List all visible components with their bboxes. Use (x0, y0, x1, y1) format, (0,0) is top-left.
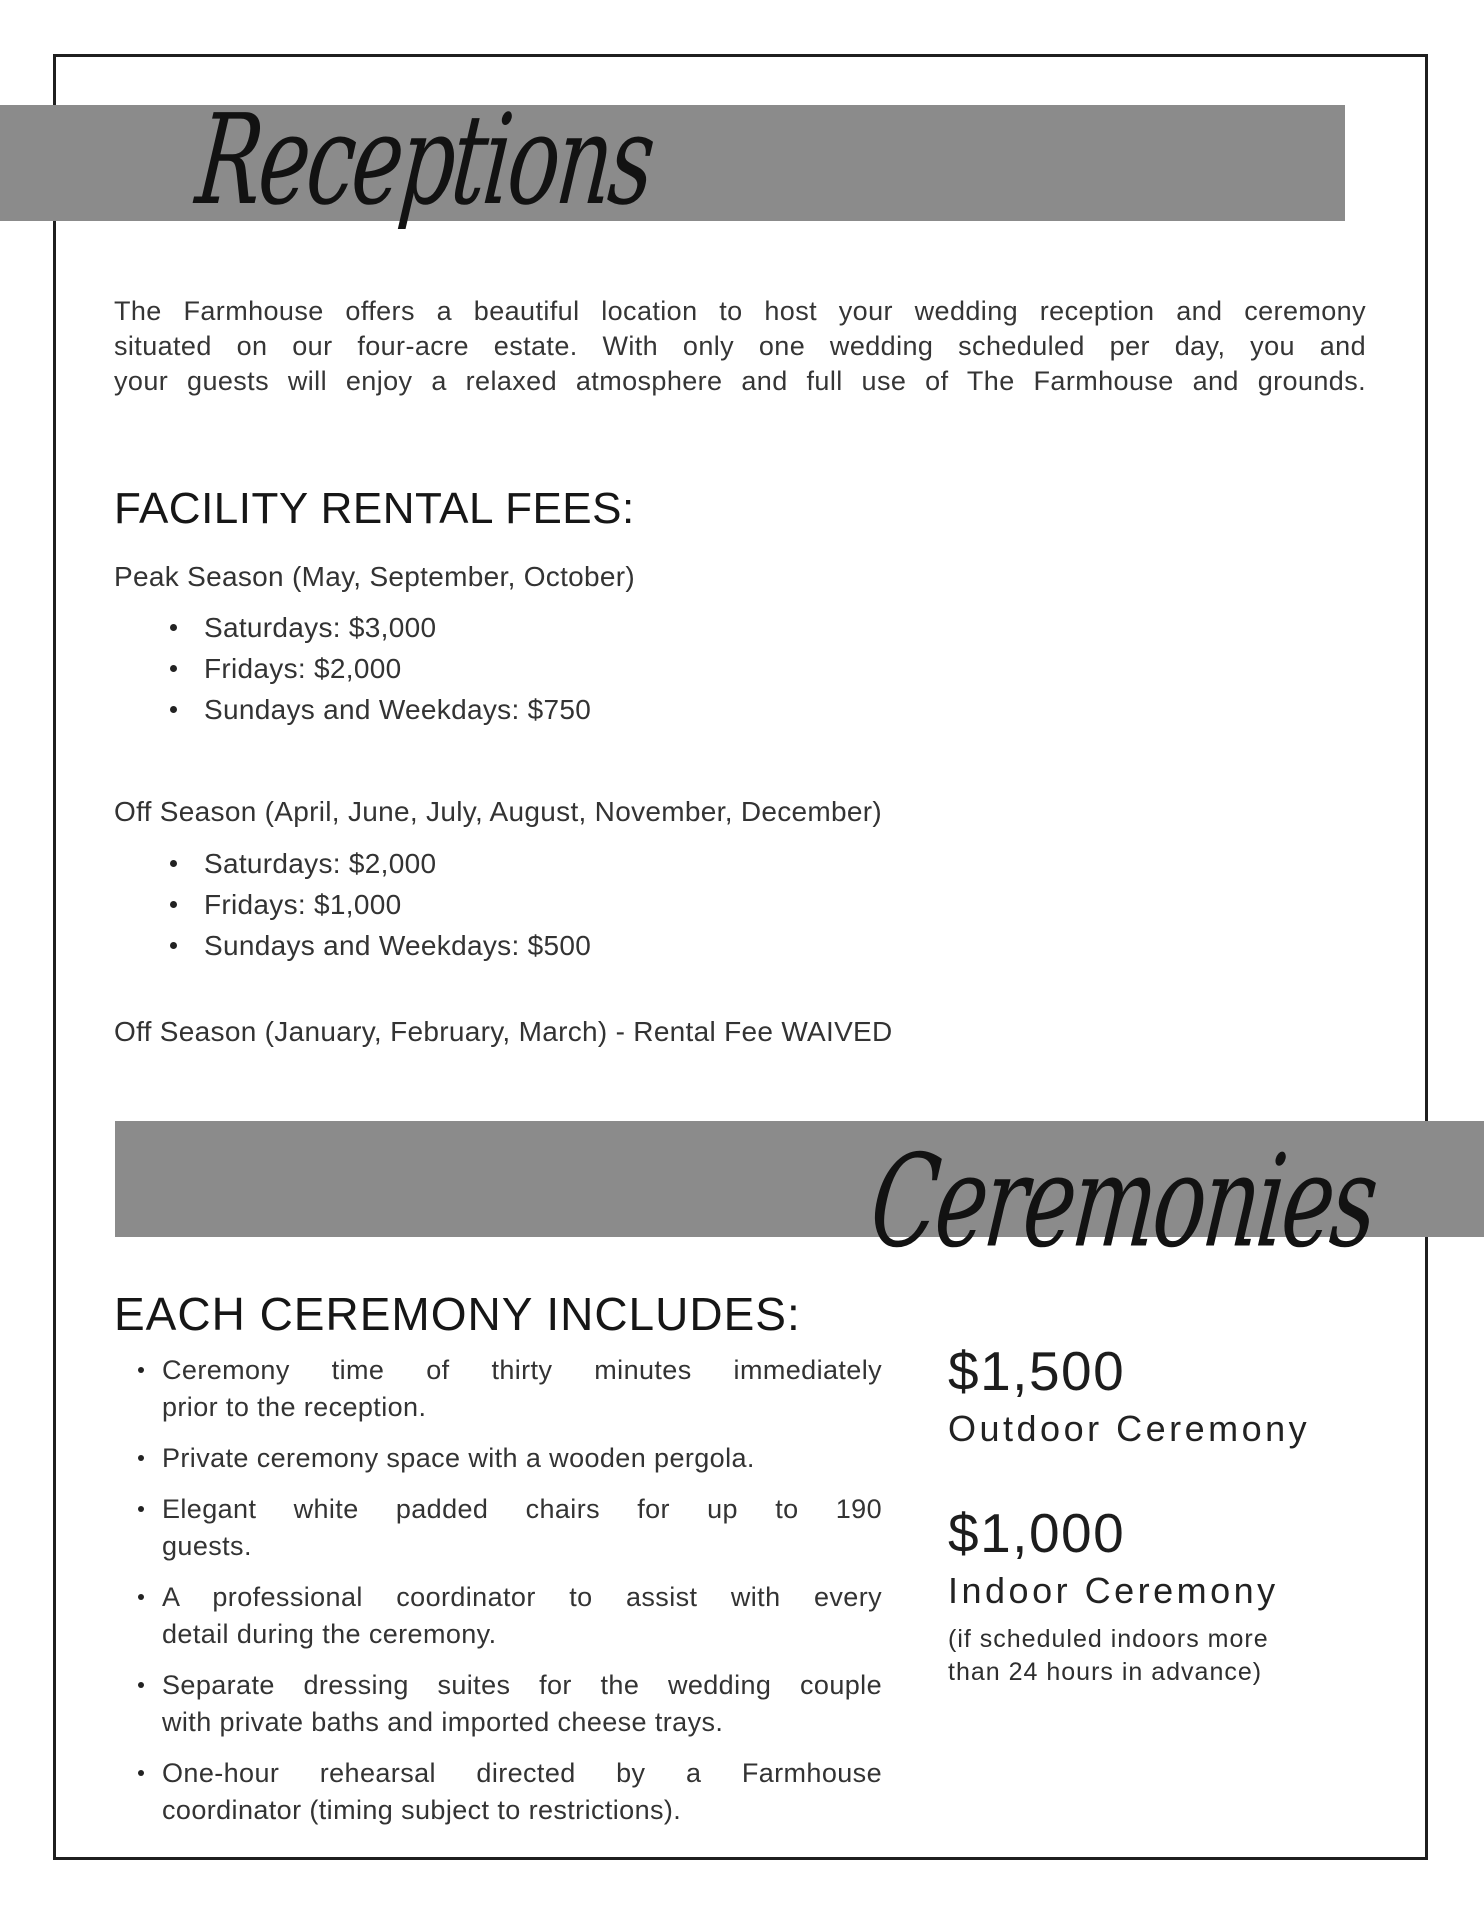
bullet-text-line: prior to the reception. (162, 1392, 427, 1422)
bullet-icon (138, 1682, 144, 1688)
bullet-text-line: Ceremony time of thirty minutes immediately (162, 1355, 882, 1385)
list-item (164, 931, 591, 961)
outdoor-ceremony-price-card (948, 1340, 1368, 1451)
note-line: (if scheduled indoors more (948, 1625, 1269, 1653)
intro-line: situated on our four-acre estate. With only one wedding scheduled per day, you and (114, 331, 1366, 361)
ceremony-pricing-column (948, 1340, 1368, 1689)
bullet-icon (138, 1455, 144, 1461)
ceremonies-script-title: Ceremonies (864, 1126, 1382, 1276)
list-item (130, 1491, 882, 1565)
list-item (130, 1667, 882, 1741)
intro-line: your guests will enjoy a relaxed atmosphere and full use of The Farmhouse and grounds. (114, 366, 1366, 396)
bullet-icon (138, 1506, 144, 1512)
intro-paragraph (114, 294, 1366, 399)
fee-item-label: Saturdays: $2,000 (204, 848, 437, 879)
bullet-text-line: Separate dressing suites for the wedding couple (162, 1670, 882, 1700)
indoor-ceremony-price-card (948, 1502, 1368, 1689)
outdoor-ceremony-label: Outdoor Ceremony (948, 1408, 1311, 1449)
bullet-icon (170, 860, 177, 867)
list-item (130, 1579, 882, 1653)
waived-season-line: Off Season (January, February, March) - Rental Fee WAIVED (114, 1016, 893, 1047)
fee-item-label: Fridays: $2,000 (204, 653, 402, 684)
list-item (130, 1440, 882, 1477)
off-season-list (164, 849, 591, 972)
list-item (130, 1755, 882, 1829)
bullet-text-line: guests. (162, 1531, 252, 1561)
facility-rental-fees-heading: FACILITY RENTAL FEES: (114, 484, 635, 533)
fee-item-label: Sundays and Weekdays: $750 (204, 694, 592, 725)
bullet-icon (170, 706, 177, 713)
indoor-ceremony-price: $1,000 (948, 1502, 1126, 1564)
bullet-text-line: with private baths and imported cheese trays. (162, 1707, 724, 1737)
bullet-icon (138, 1367, 144, 1373)
list-item (130, 1352, 882, 1426)
bullet-icon (170, 942, 177, 949)
list-item (164, 654, 591, 684)
note-line: than 24 hours in advance) (948, 1658, 1263, 1686)
receptions-script-title: Receptions (190, 88, 659, 234)
indoor-ceremony-note (948, 1623, 1368, 1689)
bullet-text-line: Private ceremony space with a wooden pergola. (162, 1443, 755, 1473)
bullet-text-line: A professional coordinator to assist with every (162, 1582, 882, 1612)
fee-item-label: Sundays and Weekdays: $500 (204, 930, 592, 961)
list-item (164, 890, 591, 920)
fee-item-label: Fridays: $1,000 (204, 889, 402, 920)
list-item (164, 849, 591, 879)
off-season-label: Off Season (April, June, July, August, November, December) (114, 796, 883, 827)
bullet-text-line: One-hour rehearsal directed by a Farmhouse (162, 1758, 882, 1788)
list-item (164, 695, 591, 725)
list-item (164, 613, 591, 643)
bullet-icon (138, 1770, 144, 1776)
bullet-icon (170, 624, 177, 631)
bullet-text-line: detail during the ceremony. (162, 1619, 497, 1649)
bullet-text-line: Elegant white padded chairs for up to 190 (162, 1494, 882, 1524)
fee-item-label: Saturdays: $3,000 (204, 612, 437, 643)
bullet-icon (170, 665, 177, 672)
ceremony-includes-list (130, 1352, 882, 1843)
outdoor-ceremony-price: $1,500 (948, 1340, 1126, 1402)
intro-line: The Farmhouse offers a beautiful location to host your wedding reception and ceremony (114, 296, 1366, 326)
peak-season-list (164, 613, 591, 736)
indoor-ceremony-label: Indoor Ceremony (948, 1570, 1279, 1611)
peak-season-label: Peak Season (May, September, October) (114, 561, 636, 592)
each-ceremony-includes-heading: EACH CEREMONY INCLUDES: (114, 1288, 801, 1340)
bullet-icon (170, 901, 177, 908)
bullet-icon (138, 1594, 144, 1600)
bullet-text-line: coordinator (timing subject to restrictions). (162, 1795, 682, 1825)
